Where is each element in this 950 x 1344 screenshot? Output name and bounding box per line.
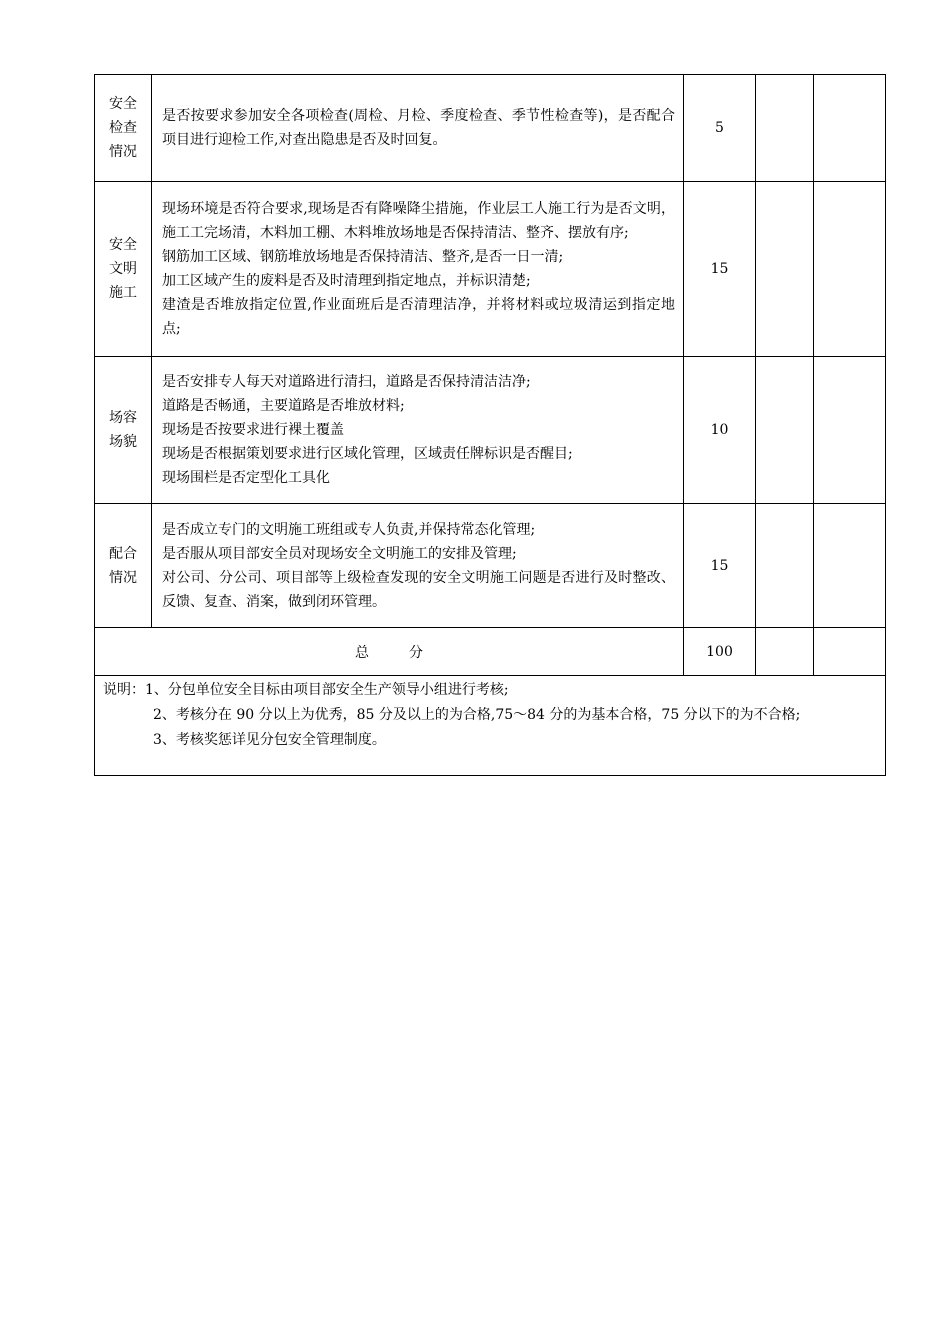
score-cell: 5: [684, 75, 756, 182]
empty-cell: [814, 75, 886, 182]
category-text: 情况: [109, 144, 137, 160]
table-row: [95, 357, 886, 504]
empty-cell: [756, 504, 814, 628]
category-cell: [95, 182, 152, 357]
total-label-a: 总: [355, 644, 369, 661]
category-text: 安全: [109, 237, 137, 253]
category-cell: [95, 75, 152, 182]
criteria-line: 现场是否按要求进行裸土覆盖: [162, 422, 344, 438]
empty-cell: [814, 182, 886, 357]
criteria-line: 对公司、分公司、项目部等上级检查发现的安全文明施工问题是否进行及时整改、反馈、复查、消案，做到闭环管理。: [162, 569, 675, 610]
empty-cell: [814, 628, 886, 676]
category-text: 文明: [109, 261, 137, 277]
table-row: [95, 182, 886, 357]
notes-cell: [95, 676, 886, 776]
criteria-line: 现场环境是否符合要求,现场是否有降噪降尘措施，作业层工人施工行为是否文明，施工工完场清，木料加工棚、木料堆放场地是否保持清洁、整齐、摆放有序;: [162, 201, 675, 241]
total-row: [95, 628, 886, 676]
table-row: [95, 504, 886, 628]
note-line-1: 说明：1、分包单位安全目标由项目部安全生产领导小组进行考核;: [103, 682, 509, 698]
empty-cell: [756, 357, 814, 504]
empty-cell: [756, 182, 814, 357]
empty-cell: [756, 75, 814, 182]
criteria-line: 现场围栏是否定型化工具化: [162, 470, 330, 486]
category-text: 场容: [109, 410, 137, 426]
note-line-2: 2、考核分在 90 分以上为优秀，85 分及以上的为合格,75～84 分的为基本合格，75 分以下的为不合格;: [153, 707, 801, 723]
total-label-cell: [95, 628, 684, 676]
score-cell: 15: [684, 504, 756, 628]
criteria-line: 是否成立专门的文明施工班组或专人负责,并保持常态化管理;: [162, 521, 536, 538]
score-cell: 10: [684, 357, 756, 504]
category-text: 检查: [109, 120, 137, 136]
criteria-line: 现场是否根据策划要求进行区域化管理，区域责任牌标识是否醒目;: [162, 446, 573, 462]
criteria-line: 是否按要求参加安全各项检查(周检、月检、季度检查、季节性检查等)，是否配合项目进行迎检工作,对查出隐患是否及时回复。: [162, 108, 675, 148]
empty-cell: [814, 357, 886, 504]
total-score-cell: 100: [684, 628, 756, 676]
category-text: 施工: [109, 285, 137, 301]
table-row: [95, 75, 886, 182]
assessment-table: [94, 74, 886, 776]
category-text: 场貌: [109, 434, 137, 450]
empty-cell: [814, 504, 886, 628]
criteria-cell: [152, 75, 684, 182]
category-cell: [95, 357, 152, 504]
note-line-3: 3、考核奖惩详见分包安全管理制度。: [153, 732, 386, 748]
notes-row: [95, 676, 886, 776]
category-text: 情况: [109, 569, 137, 586]
empty-cell: [756, 628, 814, 676]
criteria-line: 道路是否畅通，主要道路是否堆放材料;: [162, 398, 405, 414]
total-label-b: 分: [409, 644, 423, 661]
criteria-line: 加工区域产生的废料是否及时清理到指定地点，并标识清楚;: [162, 273, 531, 289]
criteria-line: 钢筋加工区域、钢筋堆放场地是否保持清洁、整齐,是否一日一清;: [162, 249, 564, 265]
criteria-cell: [152, 182, 684, 357]
category-cell: [95, 504, 152, 628]
criteria-line: 是否安排专人每天对道路进行清扫，道路是否保持清洁洁净;: [162, 374, 531, 390]
criteria-cell: [152, 504, 684, 628]
criteria-cell: [152, 357, 684, 504]
criteria-line: 是否服从项目部安全员对现场安全文明施工的安排及管理;: [162, 545, 517, 562]
score-cell: 15: [684, 182, 756, 357]
category-text: 配合: [109, 545, 137, 562]
criteria-line: 建渣是否堆放指定位置,作业面班后是否清理洁净，并将材料或垃圾清运到指定地点;: [162, 297, 675, 337]
category-text: 安全: [109, 96, 137, 112]
